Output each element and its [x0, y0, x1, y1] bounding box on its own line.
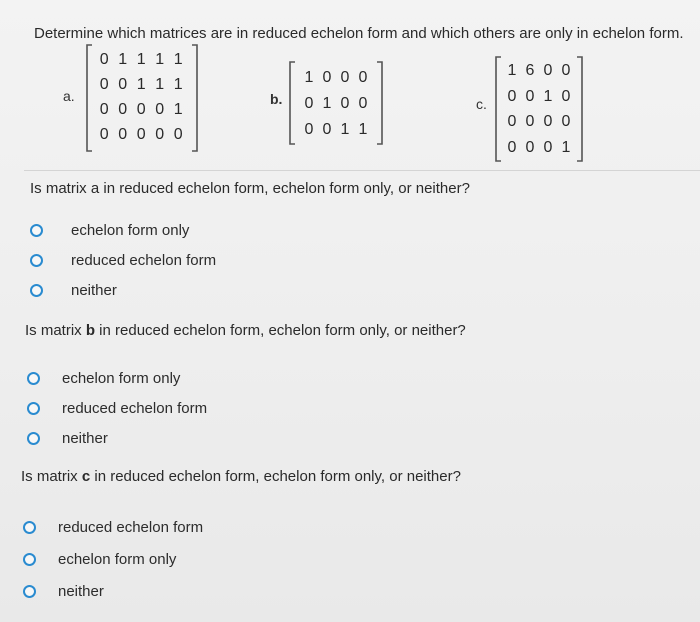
matrix-cell: 1 [173, 51, 183, 68]
matrix-cell: 1 [322, 95, 332, 112]
option-label: echelon form only [58, 551, 177, 568]
matrix-cell: 0 [118, 126, 128, 143]
matrix-c-row [503, 84, 575, 110]
matrix-cell: 1 [173, 76, 183, 93]
matrix-cell: 0 [155, 101, 165, 118]
matrix-b-label: b. [270, 91, 283, 107]
question-b-letter: b [85, 322, 96, 339]
question-b-prefix: Is matrix [25, 322, 86, 339]
matrix-cell: 0 [561, 62, 571, 79]
matrix-a [85, 43, 199, 153]
matrix-c-label: c. [476, 96, 487, 112]
matrix-cell: 0 [118, 101, 128, 118]
matrix-cell: 0 [358, 95, 368, 112]
divider [24, 170, 700, 171]
question-a-option-1[interactable] [30, 222, 189, 239]
option-label: reduced echelon form [58, 519, 204, 536]
matrix-c-grid [503, 58, 575, 160]
question-a-text [30, 180, 470, 197]
matrix-cell: 0 [358, 69, 368, 86]
matrix-b [288, 60, 384, 146]
matrix-cell: 0 [99, 76, 109, 93]
matrix-cell: 1 [136, 51, 146, 68]
radio-button[interactable] [23, 585, 36, 598]
matrix-cell: 0 [322, 121, 332, 138]
matrix-cell: 0 [525, 138, 535, 156]
question-b-suffix: in reduced echelon form, echelon form only, or neither? [95, 322, 466, 339]
matrix-a-row [95, 97, 188, 122]
matrix-cell: 0 [118, 76, 128, 93]
matrix-cell: 1 [155, 76, 165, 93]
matrix-cell: 0 [173, 126, 183, 143]
radio-button[interactable] [23, 553, 36, 566]
matrix-a-label: a. [63, 88, 75, 104]
matrix-cell: 0 [304, 95, 314, 112]
matrix-cell: 0 [99, 101, 109, 118]
matrix-b-row [300, 117, 372, 143]
radio-button[interactable] [27, 432, 40, 445]
question-c-text [21, 468, 461, 485]
matrix-cell: 0 [340, 69, 350, 86]
matrix-a-row [95, 47, 188, 72]
option-label: reduced echelon form [62, 400, 208, 417]
matrix-cell: 0 [99, 126, 109, 143]
radio-button[interactable] [30, 224, 43, 237]
matrix-c-row [503, 135, 575, 161]
matrix-cell: 1 [543, 87, 553, 105]
question-c-option-1[interactable] [23, 519, 203, 536]
option-label: neither [71, 282, 117, 299]
matrix-b-row [300, 65, 372, 91]
matrix-cell: 0 [136, 126, 146, 143]
question-a-option-2[interactable] [30, 252, 216, 269]
question-c-option-2[interactable] [23, 551, 176, 568]
matrix-cell: 0 [340, 95, 350, 112]
matrix-cell: 0 [322, 69, 332, 86]
matrix-cell: 1 [340, 121, 350, 138]
question-b-option-2[interactable] [27, 400, 207, 417]
radio-button[interactable] [30, 254, 43, 267]
radio-button[interactable] [27, 402, 40, 415]
matrix-b-row [300, 91, 372, 117]
option-label: reduced echelon form [71, 252, 217, 269]
matrix-cell: 1 [304, 69, 314, 86]
matrix-c-row [503, 58, 575, 84]
question-a-suffix: in reduced echelon form, echelon form only, or neither? [99, 180, 470, 197]
matrix-cell: 0 [507, 113, 517, 130]
question-c-suffix: in reduced echelon form, echelon form only, or neither? [90, 468, 461, 485]
matrix-cell: 1 [136, 76, 146, 93]
matrix-cell: 1 [118, 51, 128, 68]
matrix-cell: 0 [136, 101, 146, 118]
matrix-a-grid [95, 47, 188, 147]
radio-button[interactable] [27, 372, 40, 385]
matrix-cell: 0 [155, 126, 165, 143]
matrix-cell: 0 [543, 113, 553, 130]
matrix-cell: 0 [543, 62, 553, 79]
matrix-cell: 1 [173, 101, 183, 118]
matrix-cell: 0 [507, 87, 517, 105]
matrix-cell: 6 [525, 62, 535, 79]
question-c-letter: c [81, 468, 91, 485]
matrix-cell: 0 [304, 121, 314, 138]
matrix-cell: 0 [99, 51, 109, 68]
instruction-text: Determine which matrices are in reduced echelon form and which others are only in echelon form. [34, 25, 684, 42]
option-label: neither [62, 430, 108, 447]
question-b-option-3[interactable] [27, 430, 108, 447]
matrix-b-grid [300, 65, 372, 143]
matrix-cell: 1 [155, 51, 165, 68]
matrix-cell: 1 [507, 62, 517, 79]
matrix-c [494, 55, 584, 163]
matrix-cell: 1 [358, 121, 368, 138]
matrix-a-row [95, 122, 188, 147]
question-b-option-1[interactable] [27, 370, 180, 387]
question-a-prefix: Is matrix [30, 180, 91, 197]
matrix-cell: 0 [543, 138, 553, 156]
question-a-option-3[interactable] [30, 282, 117, 299]
radio-button[interactable] [30, 284, 43, 297]
matrix-cell: 0 [507, 138, 517, 156]
matrix-cell: 0 [561, 87, 571, 105]
matrix-cell: 0 [561, 113, 571, 130]
option-label: echelon form only [71, 222, 190, 239]
option-label: echelon form only [62, 370, 181, 387]
question-a-letter: a [90, 180, 100, 197]
matrix-c-row [503, 109, 575, 135]
question-b-text [25, 322, 466, 339]
matrix-cell: 0 [525, 113, 535, 130]
matrix-cell: 0 [525, 87, 535, 105]
question-c-prefix: Is matrix [21, 468, 82, 485]
matrix-cell: 1 [561, 138, 571, 156]
question-c-option-3[interactable] [23, 583, 104, 600]
radio-button[interactable] [23, 521, 36, 534]
option-label: neither [58, 583, 104, 600]
matrix-a-row [95, 72, 188, 97]
